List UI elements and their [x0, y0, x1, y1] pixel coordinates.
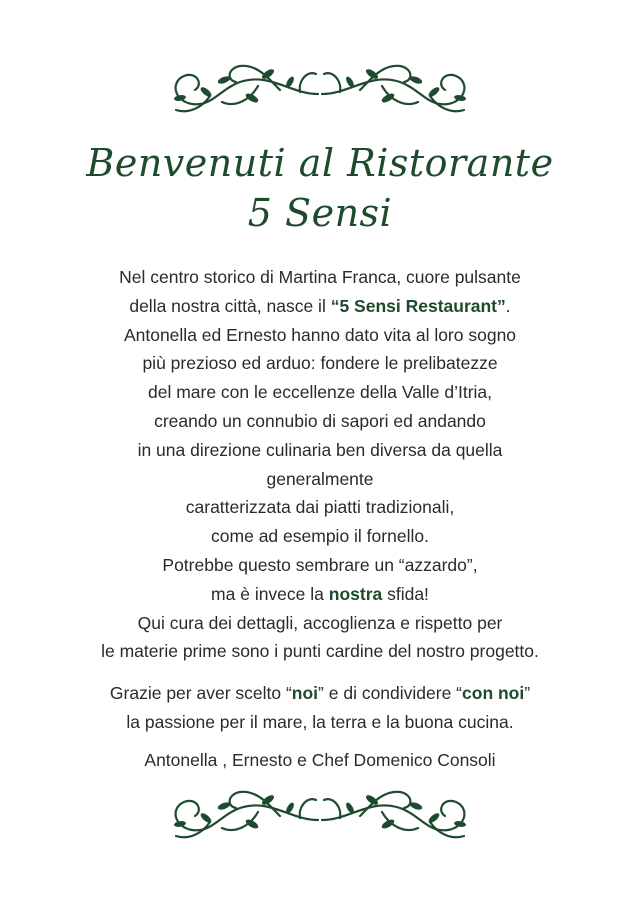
intro-line: generalmente — [266, 468, 374, 489]
intro-line: più prezioso ed arduo: fondere le prelibatezze — [142, 353, 498, 374]
restaurant-name: “5 Sensi Restaurant” — [330, 295, 506, 316]
intro-paragraph — [30, 263, 610, 666]
intro-text: sfida! — [382, 583, 429, 604]
highlight-nostra: nostra — [328, 583, 383, 604]
thanks-text: ” e di condividere “ — [318, 683, 463, 703]
page-title — [0, 138, 640, 238]
intro-text: . — [505, 295, 511, 316]
thanks-paragraph — [30, 679, 610, 737]
top-ornament — [0, 52, 640, 122]
highlight-con-noi: con noi — [462, 683, 525, 703]
intro-line: del mare con le eccellenze della Valle d’Itria, — [147, 382, 493, 403]
highlight-noi: noi — [291, 683, 319, 703]
intro-line: Nel centro storico di Martina Franca, cuore pulsante — [119, 267, 521, 287]
floral-flourish-icon — [140, 778, 500, 848]
intro-line: Qui cura dei dettagli, accoglienza e rispetto per — [137, 612, 503, 633]
thanks-text: Grazie per aver scelto “ — [109, 683, 292, 703]
signature: Antonella , Ernesto e Chef Domenico Consoli — [144, 750, 496, 770]
intro-line: Antonella ed Ernesto hanno dato vita al loro sogno — [123, 324, 517, 345]
intro-text: della nostra città, nasce il — [129, 295, 331, 316]
intro-line — [30, 580, 610, 609]
title-line-1: Benvenuti al Ristorante — [86, 141, 554, 185]
intro-line: le materie prime sono i punti cardine del nostro progetto. — [101, 641, 539, 662]
thanks-line: la passione per il mare, la terra e la buona cucina. — [126, 711, 514, 732]
intro-line: in una direzione culinaria ben diversa da quella — [137, 439, 503, 460]
intro-line — [30, 292, 610, 321]
intro-line: Potrebbe questo sembrare un “azzardo”, — [162, 554, 478, 575]
floral-flourish-icon — [140, 52, 500, 122]
bottom-ornament — [0, 778, 640, 848]
intro-line: caratterizzata dai piatti tradizionali, — [185, 497, 455, 518]
title-line-2: 5 Sensi — [247, 191, 393, 235]
intro-line: come ad esempio il fornello. — [211, 526, 429, 547]
intro-text: ma è invece la — [211, 583, 329, 604]
intro-line: creando un connubio di sapori ed andando — [154, 410, 486, 431]
thanks-text: ” — [524, 683, 531, 703]
thanks-line — [30, 679, 610, 708]
